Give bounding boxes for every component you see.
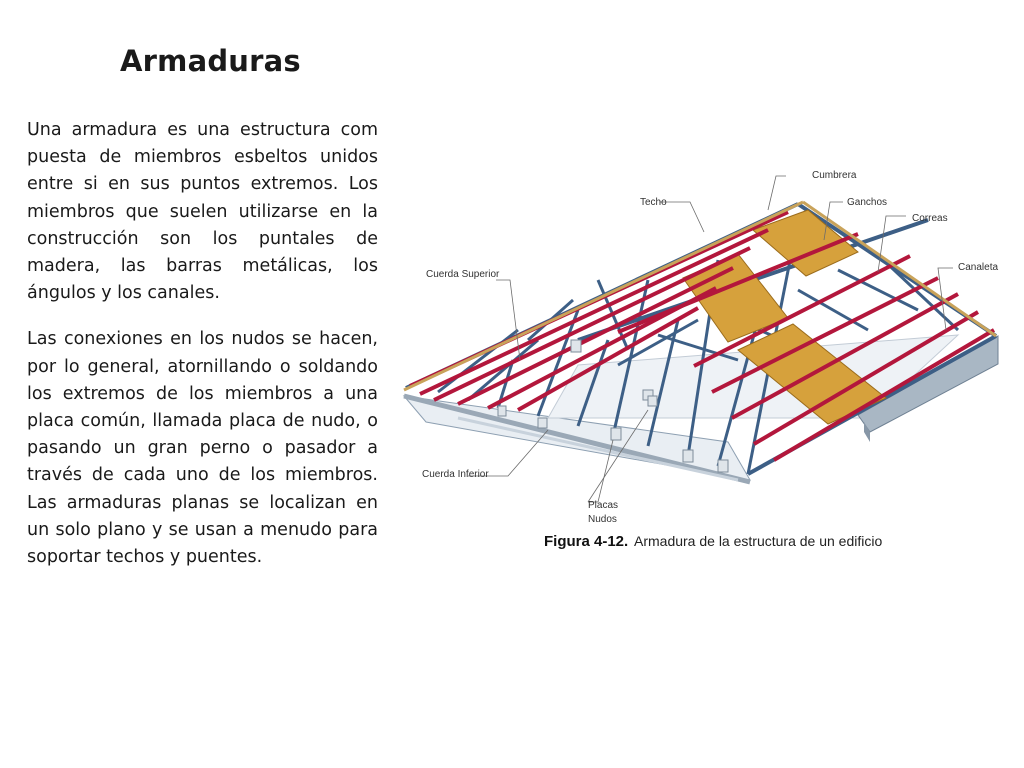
label-cuerda-superior: Cuerda Superior [426,269,500,280]
label-ganchos: Ganchos [847,197,888,208]
label-cuerda-inferior: Cuerda Inferior [422,469,489,480]
label-techo: Techo [640,197,667,208]
label-placas: Placas [588,500,619,511]
figure-caption-text: Armadura de la estructura de un edificio [634,533,883,549]
paragraph-definition: Una armadura es una estructura com puesta de miembros esbeltos unidos entre si en sus puntos extremos. Los miembros que suelen utilizarse en la construcción son los puntales de madera, las barras metálicas, los ángulos y los canales. [27,120,378,304]
label-canaleta: Canaleta [958,262,999,273]
slide-title: Armaduras [120,44,301,78]
label-correas: Correas [912,213,948,224]
body-text [27,117,378,590]
figure-caption-number: Figura 4-12. [544,533,629,550]
truss-figure [398,160,1006,560]
paragraph-connections: Las conexiones en los nudos se hacen, por lo general, atornillando o soldando los extremos de los miembros a una placa común, llamada placa de nudo, o pasando un gran perno o pasador a través de cada uno de los miembros. Las armaduras planas se localizan en un solo plano y se usan a menudo para soportar techos y puentes. [27,329,378,568]
truss-illustration [398,160,1006,560]
label-cumbrera: Cumbrera [812,170,857,181]
label-nudos: Nudos [588,514,617,525]
